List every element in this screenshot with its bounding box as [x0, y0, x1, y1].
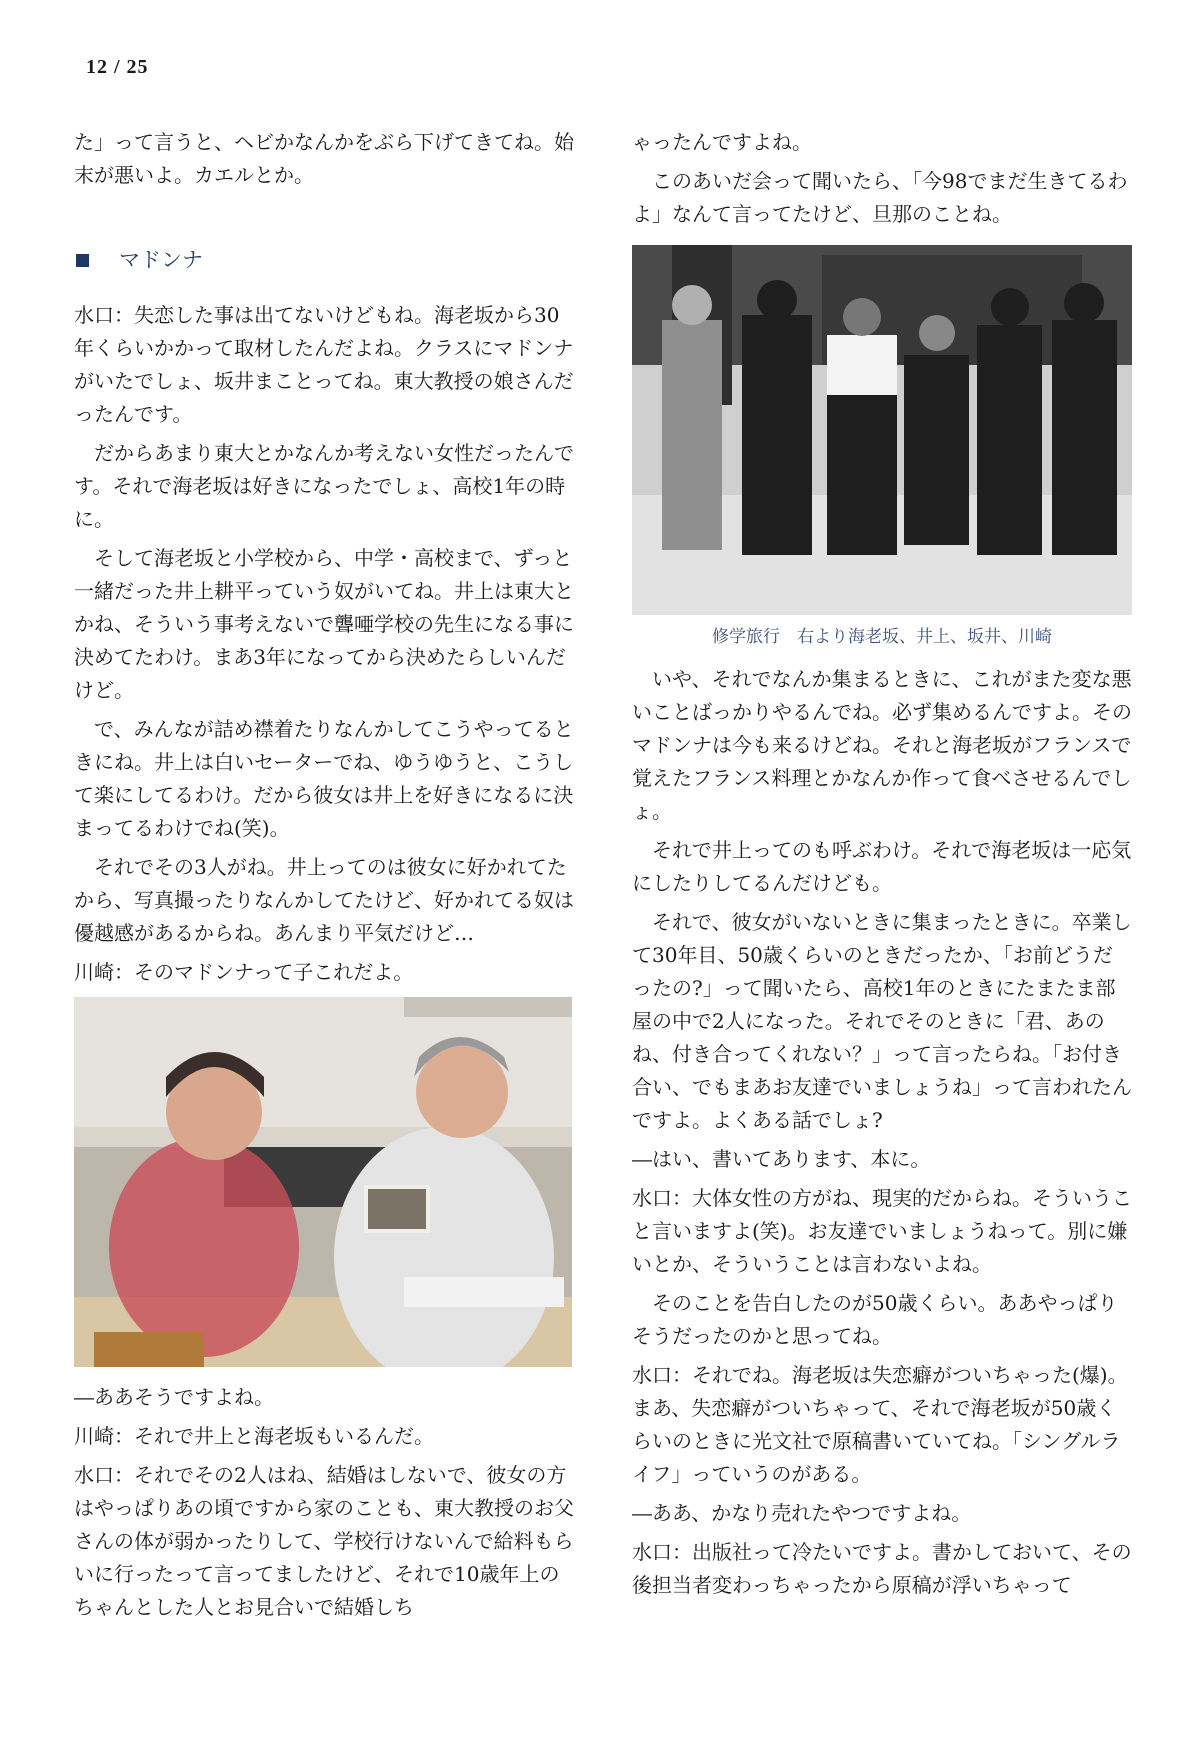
square-bullet-icon	[76, 254, 89, 267]
paragraph: それでその3人がね。井上ってのは彼女に好かれてたから、写真撮ったりなんかしてたけど、好かれてる奴は優越感があるからね。あんまり平気だけど…	[74, 855, 574, 945]
paragraph: ゃったんですよね。	[632, 130, 812, 154]
paragraph: ―はい、書いてあります、本に。	[632, 1147, 931, 1171]
paragraph: それで、彼女がいないときに集まったときに。卒業して30年目、50歳くらいのときだったか、「お前どうだったの?」って聞いたら、高校1年のときにたまたま部屋の中で2人になった。それでそのときに「君、あのね、付き合ってくれない？」って言ったらね。「お付き合い、でもまあお友達でいましょうね」って言われたんですよ。よくある話でしょ?	[632, 910, 1132, 1132]
paragraph: それで井上ってのも呼ぶわけ。それで海老坂は一応気にしたりしてるんだけども。	[632, 838, 1132, 895]
paragraph: そのことを告白したのが50歳くらい。ああやっぱりそうだったのかと思ってね。	[632, 1291, 1118, 1348]
photo-caption: 修学旅行 右より海老坂、井上、坂井、川崎	[712, 627, 1052, 647]
paragraph: で、みんなが詰め襟着たりなんかしてこうやってるときにね。井上は白いセーターでね、ゆうゆうと、こうして楽にしてるわけ。だから彼女は井上を好きになるに決まってるわけでね(笑)。	[74, 717, 574, 840]
page-number: 12 / 25	[86, 56, 149, 78]
paragraph: ―ああそうですよね。	[74, 1385, 274, 1409]
paragraph: 水口：大体女性の方がね、現実的だからね。そういうこと言いますよ(笑)。お友達でいましょうねって。別に嫌いとか、そういうことは言わないよね。	[632, 1186, 1132, 1276]
school-trip-photo	[632, 245, 1132, 615]
paragraph: そして海老坂と小学校から、中学・高校まで、ずっと一緒だった井上耕平っていう奴がいてね。井上は東大とかね、そういう事考えないで聾唖学校の先生になる事に決めてたわけ。まあ3年になってから決めたらしいんだけど。	[74, 546, 574, 702]
paragraph: 水口：出版社って冷たいですよ。書かしておいて、その後担当者変わっちゃったから原稿が浮いちゃって	[632, 1540, 1132, 1597]
paragraph: 水口：それでその2人はね、結婚はしないで、彼女の方はやっぱりあの頃ですから家のことも、東大教授のお父さんの体が弱かったりして、学校行けないんで給料もらいに行ったって言ってましたけど、それで10歳年上のちゃんとした人とお見合いで結婚しち	[74, 1463, 574, 1619]
paragraph: だからあまり東大とかなんか考えない女性だったんです。それで海老坂は好きになったでしょ、高校1年の時に。	[74, 441, 574, 531]
paragraph: 川崎：そのマドンナって子これだよ。	[74, 960, 414, 984]
interview-photo	[74, 997, 574, 1367]
paragraph: 水口：失恋した事は出てないけどもね。海老坂から30年くらいかかって取材したんだよね。クラスにマドンナがいたでしょ、坂井まことってね。東大教授の娘さんだったんです。	[74, 303, 574, 426]
paragraph: 水口：それでね。海老坂は失恋癖がついちゃった(爆)。まあ、失恋癖がついちゃって、それで海老坂が50歳くらいのときに光文社で原稿書いていてね。「シングルライフ」っていうのがある。	[632, 1363, 1128, 1486]
section-title: マドンナ	[119, 248, 203, 272]
paragraph: いや、それでなんか集まるときに、これがまた変な悪いことばっかりやるんでね。必ず集めるんですよ。そのマドンナは今も来るけどね。それと海老坂がフランスで覚えたフランス料理とかなんか作って食べさせるんでしょ。	[632, 667, 1132, 823]
right-column	[632, 126, 1132, 1608]
section-heading	[74, 244, 574, 277]
paragraph: ―ああ、かなり売れたやつですよね。	[632, 1501, 972, 1525]
left-column	[74, 126, 574, 1630]
paragraph: このあいだ会って聞いたら、「今98でまだ生きてるわよ」なんて言ってたけど、旦那のことね。	[632, 169, 1128, 226]
paragraph: た」って言うと、ヘビかなんかをぶら下げてきてね。始末が悪いよ。カエルとか。	[74, 130, 574, 187]
paragraph: 川崎：それで井上と海老坂もいるんだ。	[74, 1424, 434, 1448]
